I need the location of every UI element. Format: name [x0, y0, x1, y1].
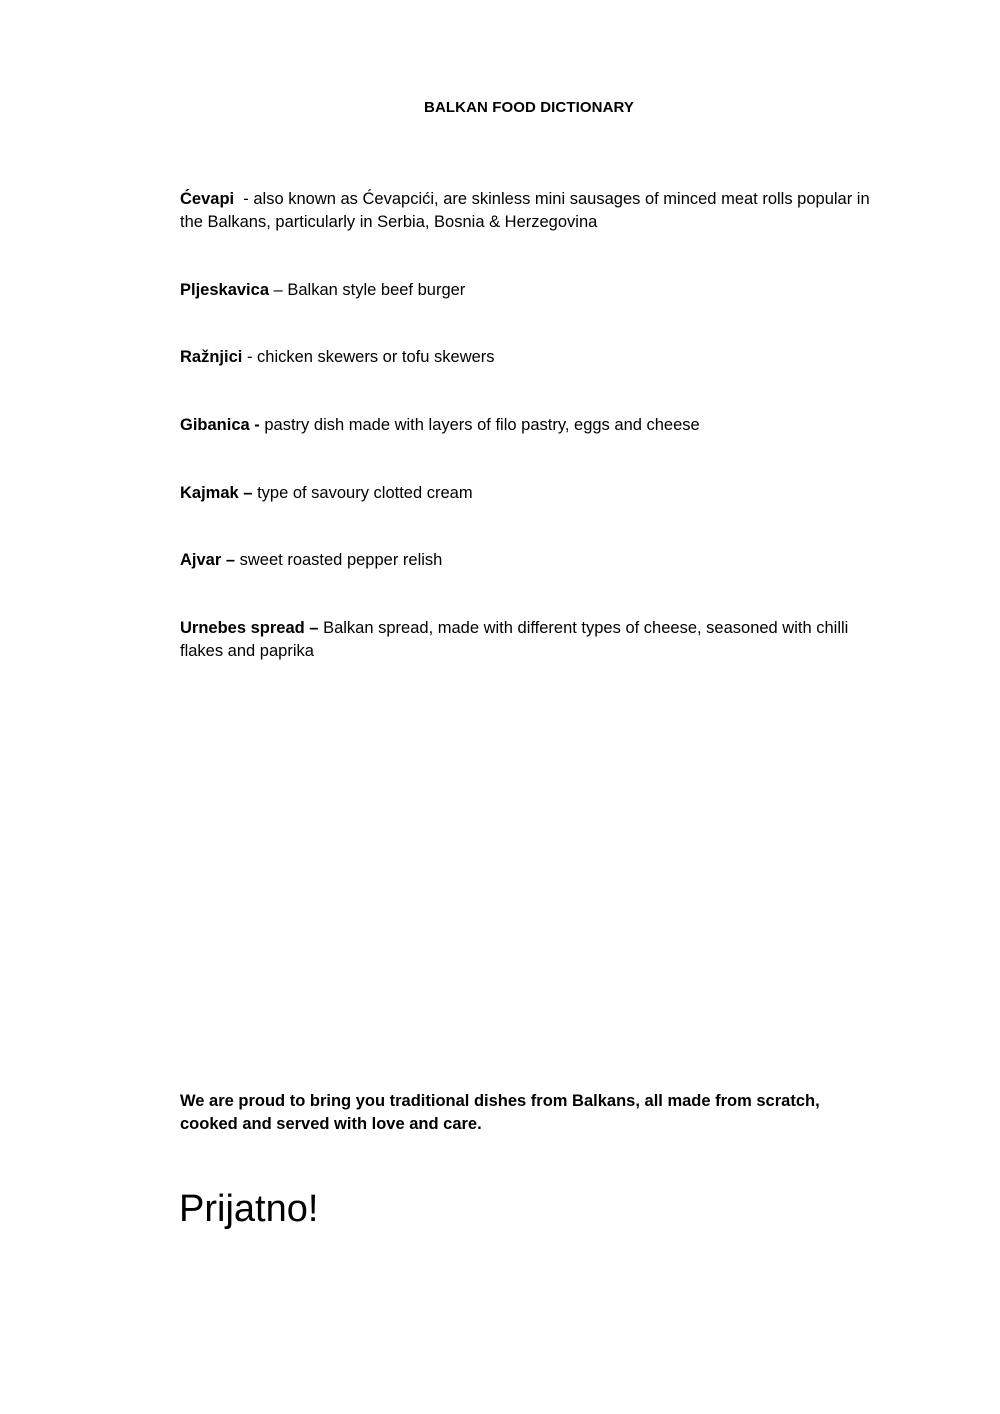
entry-definition: chicken skewers or tofu skewers: [257, 348, 495, 366]
entry-raznjici: [180, 346, 880, 369]
entry-term: Kajmak –: [180, 484, 253, 502]
entry-term: Ajvar –: [180, 551, 236, 569]
closing-statement: We are proud to bring you traditional dishes from Balkans, all made from scratch, cooked and served with love and care.: [180, 1092, 820, 1133]
entry-term: Ražnjici: [180, 348, 243, 366]
entry-urnebes: [180, 617, 880, 662]
page-title: BALKAN FOOD DICTIONARY: [424, 99, 634, 116]
farewell-greeting: Prijatno!: [179, 1188, 319, 1230]
entry-definition: Balkan spread, made with different types of cheese, seasoned with chilli flakes and paprika: [180, 619, 849, 660]
entry-definition: Balkan style beef burger: [287, 281, 466, 299]
entry-ajvar: [180, 549, 880, 572]
entry-separator: -: [234, 190, 254, 208]
entry-separator: –: [269, 281, 288, 299]
entry-gibanica: [180, 414, 880, 437]
entry-pljeskavica: [180, 279, 880, 302]
entry-term: Gibanica -: [180, 416, 260, 434]
entry-cevapi: [180, 188, 880, 233]
entry-definition: type of savoury clotted cream: [257, 484, 473, 502]
entry-kajmak: [180, 482, 880, 505]
entry-definition: also known as Ćevapcići, are skinless mini sausages of minced meat rolls popular in the Balkans, particularly in Serbia, Bosnia & Herzegovina: [180, 190, 870, 231]
entry-term: Pljeskavica: [180, 281, 269, 299]
entry-term: Ćevapi: [180, 190, 235, 208]
entry-term: Urnebes spread –: [180, 619, 319, 637]
entry-definition: pastry dish made with layers of filo pastry, eggs and cheese: [264, 416, 700, 434]
entry-separator: -: [242, 348, 258, 366]
entry-definition: sweet roasted pepper relish: [239, 551, 443, 569]
